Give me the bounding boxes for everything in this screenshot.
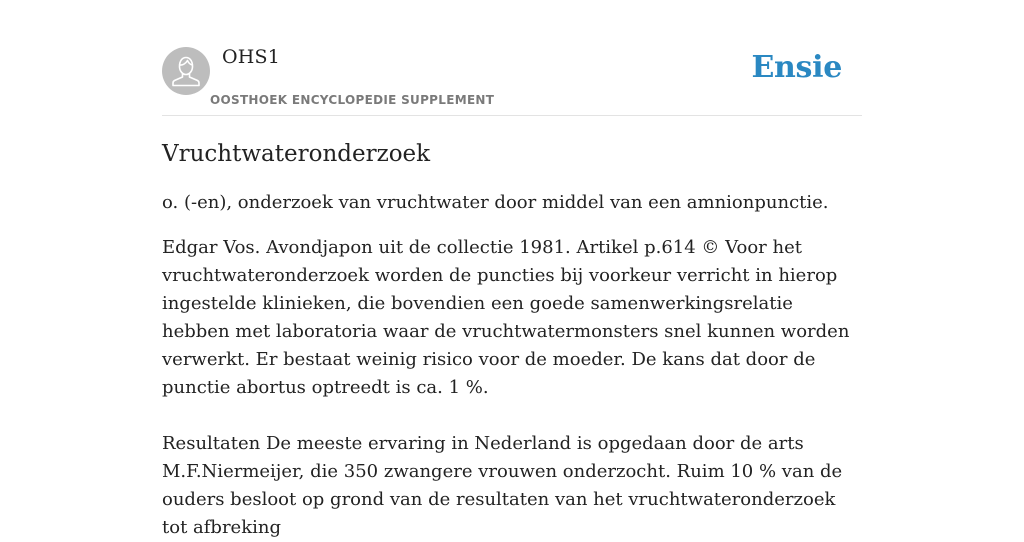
source-name: OOSTHOEK ENCYCLOPEDIE SUPPLEMENT xyxy=(210,93,495,107)
user-icon xyxy=(162,47,210,95)
ensie-logo[interactable]: Ensie xyxy=(751,50,842,85)
source-avatar[interactable] xyxy=(162,47,210,95)
article-definition: o. (-en), onderzoek van vruchtwater door middel van een amnionpunctie. xyxy=(162,192,829,213)
source-header xyxy=(162,0,862,116)
article xyxy=(162,138,862,542)
article-paragraph: Resultaten De meeste ervaring in Nederland is opgedaan door de arts M.F.Niermeijer, die 350 zwangere vrouwen onderzocht. Ruim 10 % van de ouders besloot op grond van de resultaten van het vruchtwateronderzoek tot afbreking xyxy=(162,433,843,538)
article-title: Vruchtwateronderzoek xyxy=(162,141,431,167)
article-paragraph: Edgar Vos. Avondjapon uit de collectie 1981. Artikel p.614 © Voor het vruchtwateronderzoek worden de puncties bij voorkeur verricht in hierop ingestelde klinieken, die bovendien een goede samenwerkingsrelatie hebben met laboratoria waar de vruchtwatermonsters snel kunnen worden verwerkt. Er bestaat weinig risico voor de moeder. De kans dat door de punctie abortus optreedt is ca. 1 %. xyxy=(162,237,850,398)
source-code[interactable]: OHS1 xyxy=(222,46,281,68)
